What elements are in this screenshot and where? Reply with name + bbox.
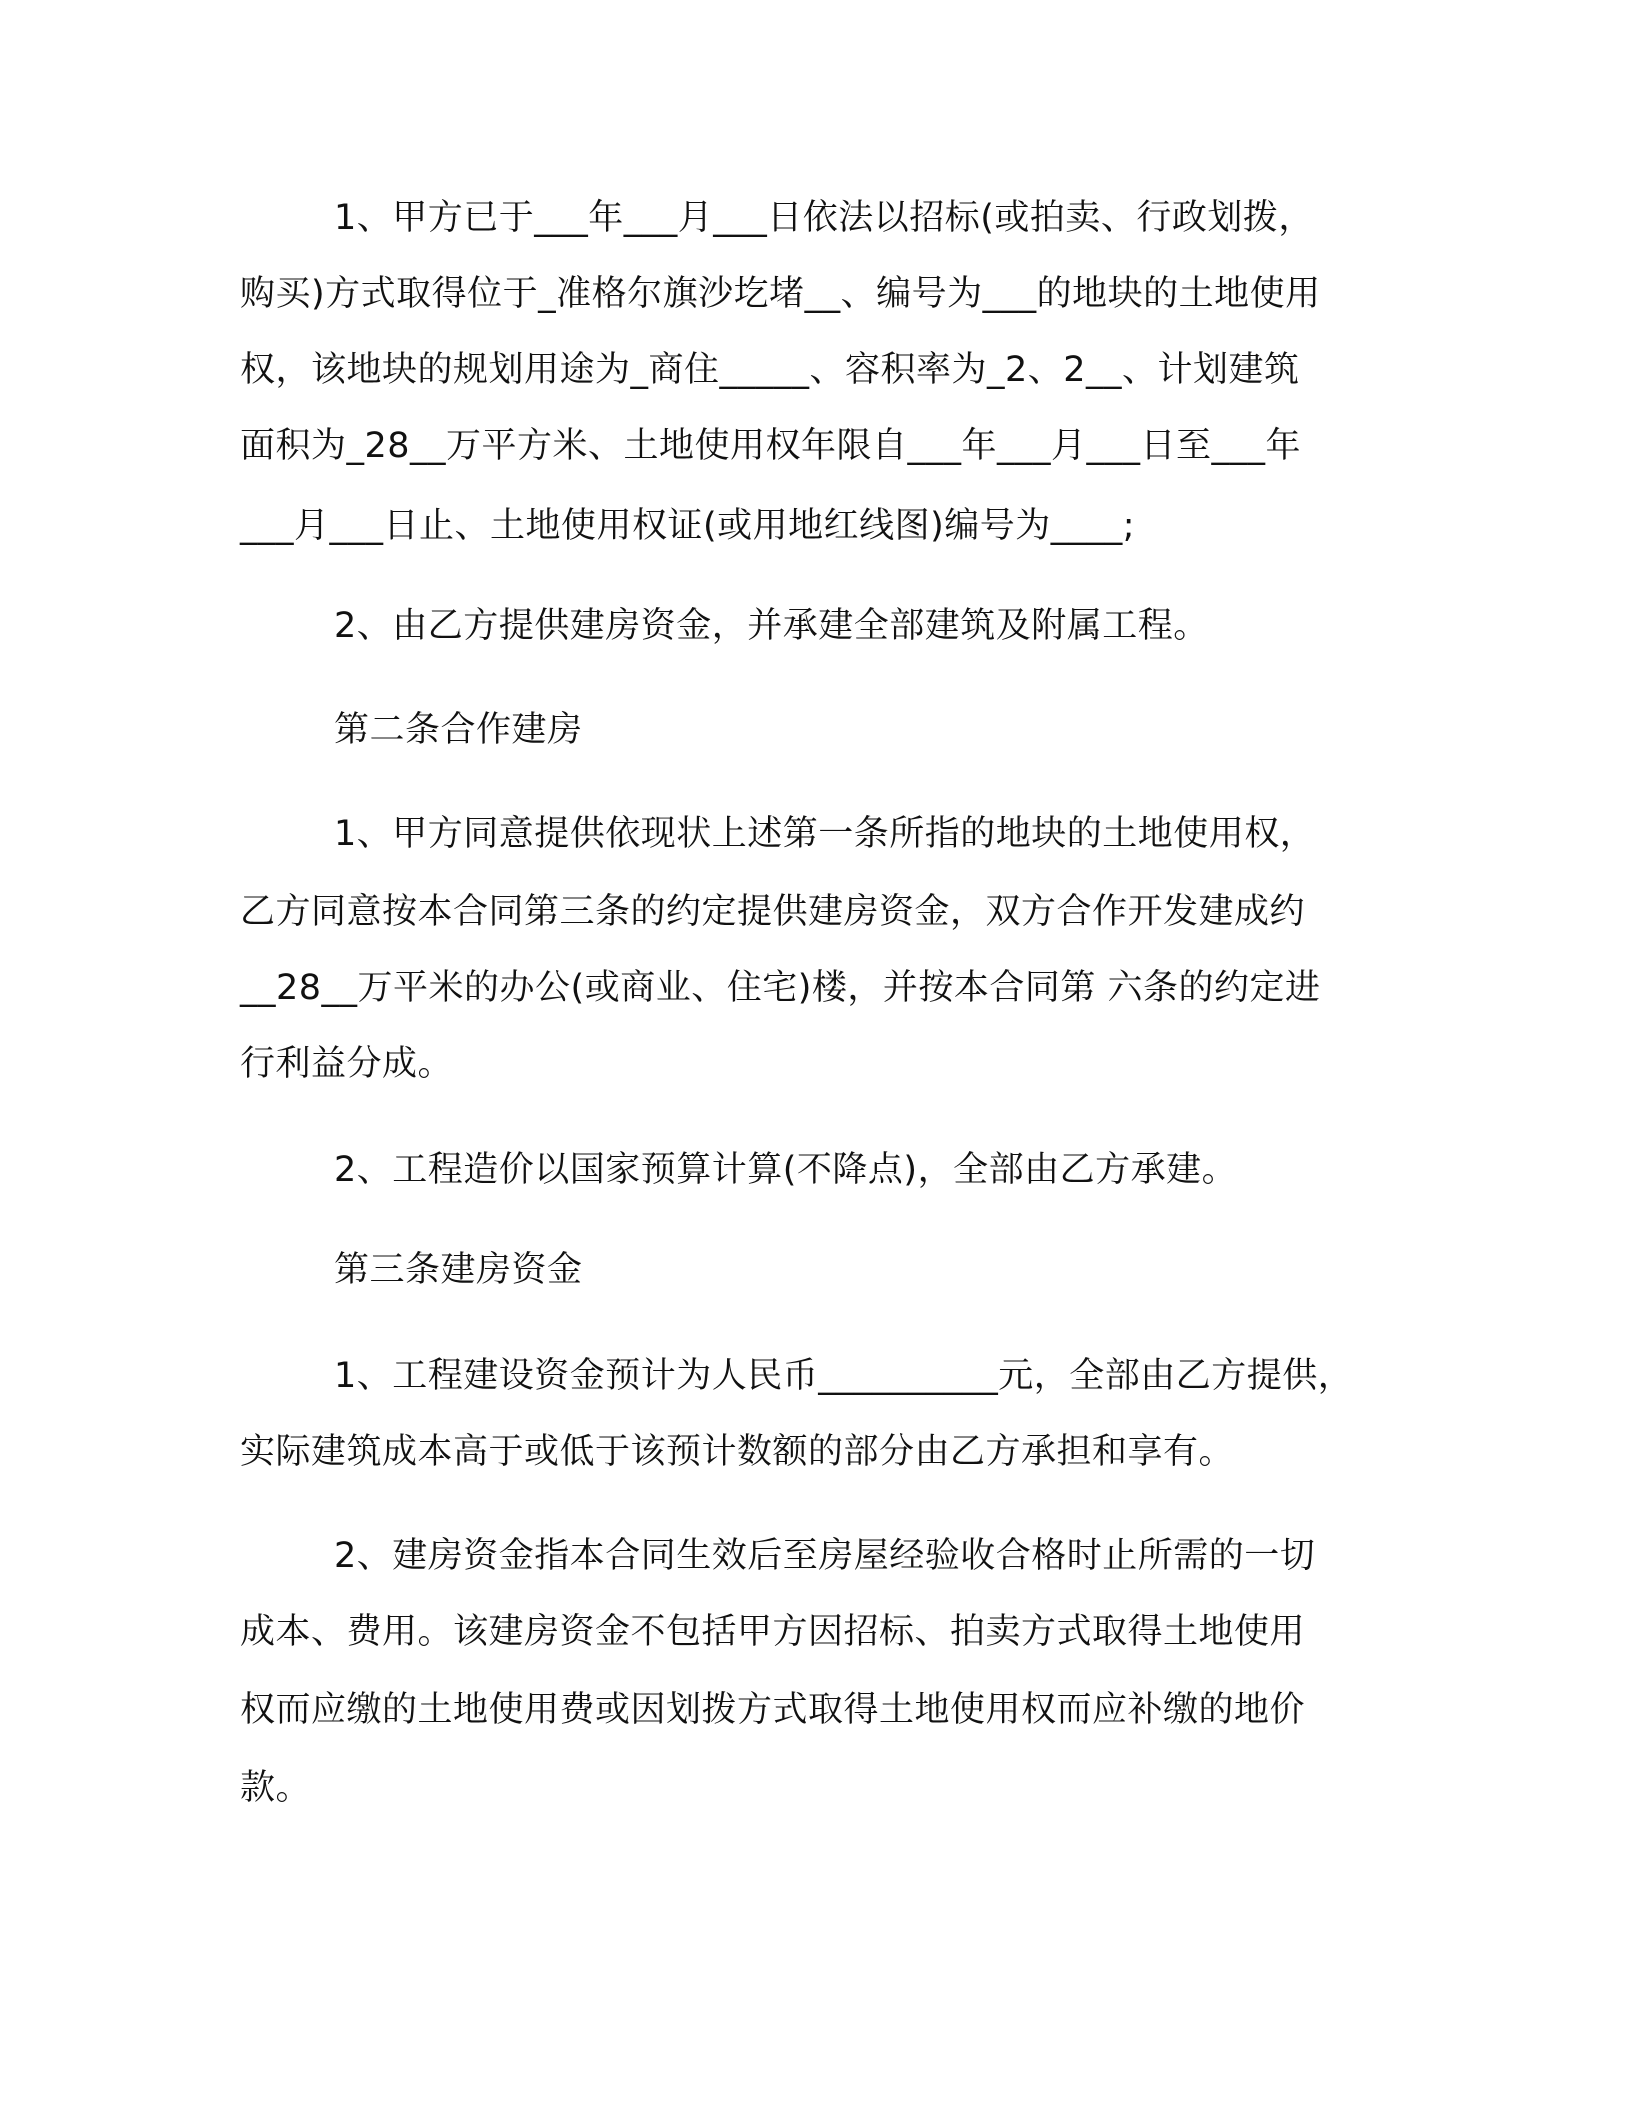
section-heading: 第二条合作建房 [334,710,583,750]
text-line: 权而应缴的土地使用费或因划拨方式取得土地使用权而应补缴的地价 [240,1690,1306,1730]
text-line: 款。 [240,1768,312,1808]
text-line: 1、甲方同意提供依现状上述第一条所指的地块的土地使用权， [334,814,1316,854]
text-line: 权，该地块的规划用途为_商住_____、容积率为_2、2__、计划建筑 [240,350,1300,390]
text-line: 成本、费用。该建房资金不包括甲方因招标、拍卖方式取得土地使用 [240,1612,1306,1652]
text-line: __28__万平米的办公(或商业、住宅)楼，并按本合同第 六条的约定进 [240,968,1321,1008]
text-line: 2、工程造价以国家预算计算(不降点)，全部由乙方承建。 [334,1150,1238,1190]
text-line: 实际建筑成本高于或低于该预计数额的部分由乙方承担和享有。 [240,1432,1235,1472]
text-line: 购买)方式取得位于_准格尔旗沙圪堵__、编号为___的地块的土地使用 [240,274,1321,314]
text-line: ___月___日止、土地使用权证(或用地红线图)编号为____; [240,506,1136,546]
text-line: 行利益分成。 [240,1044,454,1084]
text-line: 1、工程建设资金预计为人民币__________元，全部由乙方提供， [334,1356,1354,1396]
text-line: 乙方同意按本合同第三条的约定提供建房资金，双方合作开发建成约 [240,892,1306,932]
section-heading: 第三条建房资金 [334,1250,583,1290]
text-line: 1、甲方已于___年___月___日依法以招标(或拍卖、行政划拨， [334,198,1314,238]
text-line: 2、建房资金指本合同生效后至房屋经验收合格时止所需的一切 [334,1536,1316,1576]
text-line: 面积为_28__万平方米、土地使用权年限自___年___月___日至___年 [240,426,1302,466]
text-line: 2、由乙方提供建房资金，并承建全部建筑及附属工程。 [334,606,1209,646]
